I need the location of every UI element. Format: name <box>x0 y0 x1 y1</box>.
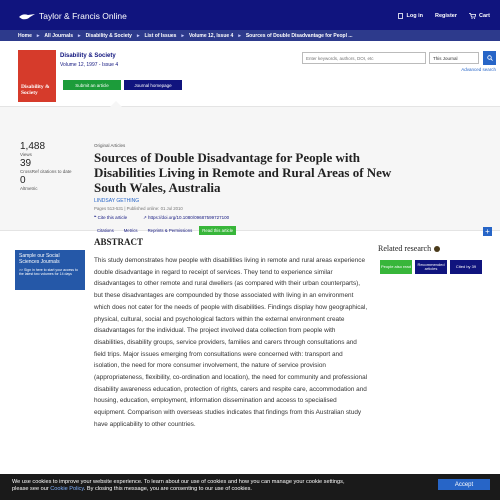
quote-icon: ❝ <box>94 215 98 220</box>
expand-plus-button[interactable] <box>483 227 492 236</box>
search-button[interactable] <box>483 51 496 65</box>
article-header-notch <box>110 101 122 107</box>
search-scope-select[interactable] <box>429 52 479 64</box>
related-research-heading: Related research <box>378 244 440 253</box>
views-count: 1,488 <box>20 141 46 152</box>
breadcrumb-item-current: Sources of Double Disadvantage for Peopl ... <box>245 32 353 39</box>
breadcrumb-separator: ▸ <box>181 32 184 39</box>
search-input[interactable] <box>302 52 426 64</box>
breadcrumb <box>0 30 500 41</box>
altmetric-count: 0 <box>20 175 26 186</box>
article-title: Sources of Double Disadvantage for People with Disabilities Living in Remote and Rural Areas of New South Wales, Australia <box>94 150 392 195</box>
cookie-text-line1: We use cookies to improve your website experience. To learn about our use of cookies and how you can manage your cookie settings, <box>12 479 345 485</box>
ad-subtext: >> Sign in here to start your access to the latest two volumes for 14 days <box>19 268 78 276</box>
top-nav <box>398 13 490 19</box>
doi-link[interactable]: ↗ https://doi.org/10.1080/09687599727100 <box>143 215 230 220</box>
cart-icon <box>469 13 476 19</box>
abstract-text: This study demonstrates how people with disabilities living in remote and rural areas experience double disadvantage in regard to receipt of services. They tend to experience similar disadvantages to other remote and rural dwellers (as compared with their urban counterparts), but these disadvantages are compounded by those associated with living in an environment which does not cater for the needs of people with disabilities. Findings display how geographical, physical, cultural, social and psychological factors within the external environment create disadvantages for the individual. The project involved data collection from people with disabilities, disability groups, service providers, families and carers through consultations and field trips. Major issues emerging from consultations were concerned with: transport and isolation, the need for more consumer involvement, the nature of service provision (appropriateness, flexibility, co-ordination and location), the need for community and professional disability awareness education, protection of rights, carers and respite care, accommodation and housing, education, employment, information dissemination and access to specialised equipment. Comparison with overseas studies indicates that findings from this Australian study have applicability to other countries. <box>94 257 368 428</box>
breadcrumb-separator: ▸ <box>36 32 40 39</box>
advanced-search-link[interactable]: Advanced search <box>461 67 496 72</box>
login-link[interactable]: Log in <box>398 13 423 19</box>
altmetric-label: Altmetric <box>20 186 38 191</box>
article-pages: Pages 513-531 | Published online: 01 Jul 2010 <box>94 206 183 211</box>
cookie-text-line2: please see our Cookie Policy. By closing this message, you are consenting to our use of cookies. <box>12 485 252 492</box>
submit-article-button[interactable]: Submit an article <box>63 80 121 90</box>
plus-icon: + <box>485 227 490 236</box>
crossref-label: CrossRef citations to date <box>20 169 72 174</box>
tab-read-article[interactable]: Read this article <box>199 226 236 235</box>
author-link[interactable]: LINDSAY GETHING <box>94 198 140 204</box>
journal-cover[interactable]: Disability & Society <box>18 50 56 102</box>
related-tabs <box>380 260 482 274</box>
breadcrumb-item-volume[interactable]: Volume 12, Issue 4 <box>188 32 234 39</box>
cite-article-link[interactable]: ❝ Cite this article <box>94 215 128 220</box>
user-icon <box>398 13 403 19</box>
journal-homepage-button[interactable]: Journal homepage <box>124 80 182 90</box>
abstract-heading: ABSTRACT <box>94 237 144 247</box>
breadcrumb-separator: ▸ <box>238 32 241 39</box>
site-logo[interactable] <box>18 11 127 21</box>
article-tabs <box>94 226 236 235</box>
register-link[interactable]: Register <box>434 13 457 19</box>
tab-citations[interactable]: Citations <box>97 228 114 233</box>
tab-reprints[interactable]: Reprints & Permissions <box>147 228 193 233</box>
cookie-policy-link[interactable]: Cookie Policy <box>50 485 84 492</box>
breadcrumb-item-all-journals[interactable]: All Journals <box>44 32 74 39</box>
search-icon <box>487 55 493 61</box>
article-metrics <box>20 142 72 193</box>
related-research-icon <box>434 246 440 252</box>
cookie-banner <box>0 474 500 500</box>
tab-recommended-articles[interactable]: Recommended articles <box>415 260 447 274</box>
journal-volume[interactable]: Volume 12, 1997 - Issue 4 <box>60 62 119 68</box>
search-scope-value: This Journal <box>433 56 458 61</box>
breadcrumb-item-journal[interactable]: Disability & Society <box>85 32 132 39</box>
logo-text: Taylor & Francis Online <box>39 11 127 21</box>
cart-link[interactable]: Cart <box>469 13 490 19</box>
top-bar <box>0 0 500 30</box>
accept-cookies-button[interactable]: Accept <box>438 479 490 490</box>
tab-people-also-read[interactable]: People also read <box>380 260 412 274</box>
tab-cited-by[interactable]: Cited by 39 <box>450 260 482 274</box>
article-type: Original Articles <box>94 143 126 148</box>
crossref-count: 39 <box>20 158 32 169</box>
breadcrumb-item-issues[interactable]: List of Issues <box>144 32 177 39</box>
social-sciences-ad[interactable] <box>15 250 85 290</box>
ad-title: Sample our Social Sciences Journals <box>19 253 60 265</box>
logo-bird-icon <box>18 12 36 21</box>
breadcrumb-separator: ▸ <box>136 32 140 39</box>
views-label: Views <box>20 152 32 157</box>
link-icon: ↗ <box>143 215 149 220</box>
tab-metrics[interactable]: Metrics <box>123 228 138 233</box>
journal-title[interactable]: Disability & Society <box>60 53 116 59</box>
breadcrumb-separator: ▸ <box>78 32 81 39</box>
breadcrumb-item-home[interactable]: Home <box>18 32 32 39</box>
